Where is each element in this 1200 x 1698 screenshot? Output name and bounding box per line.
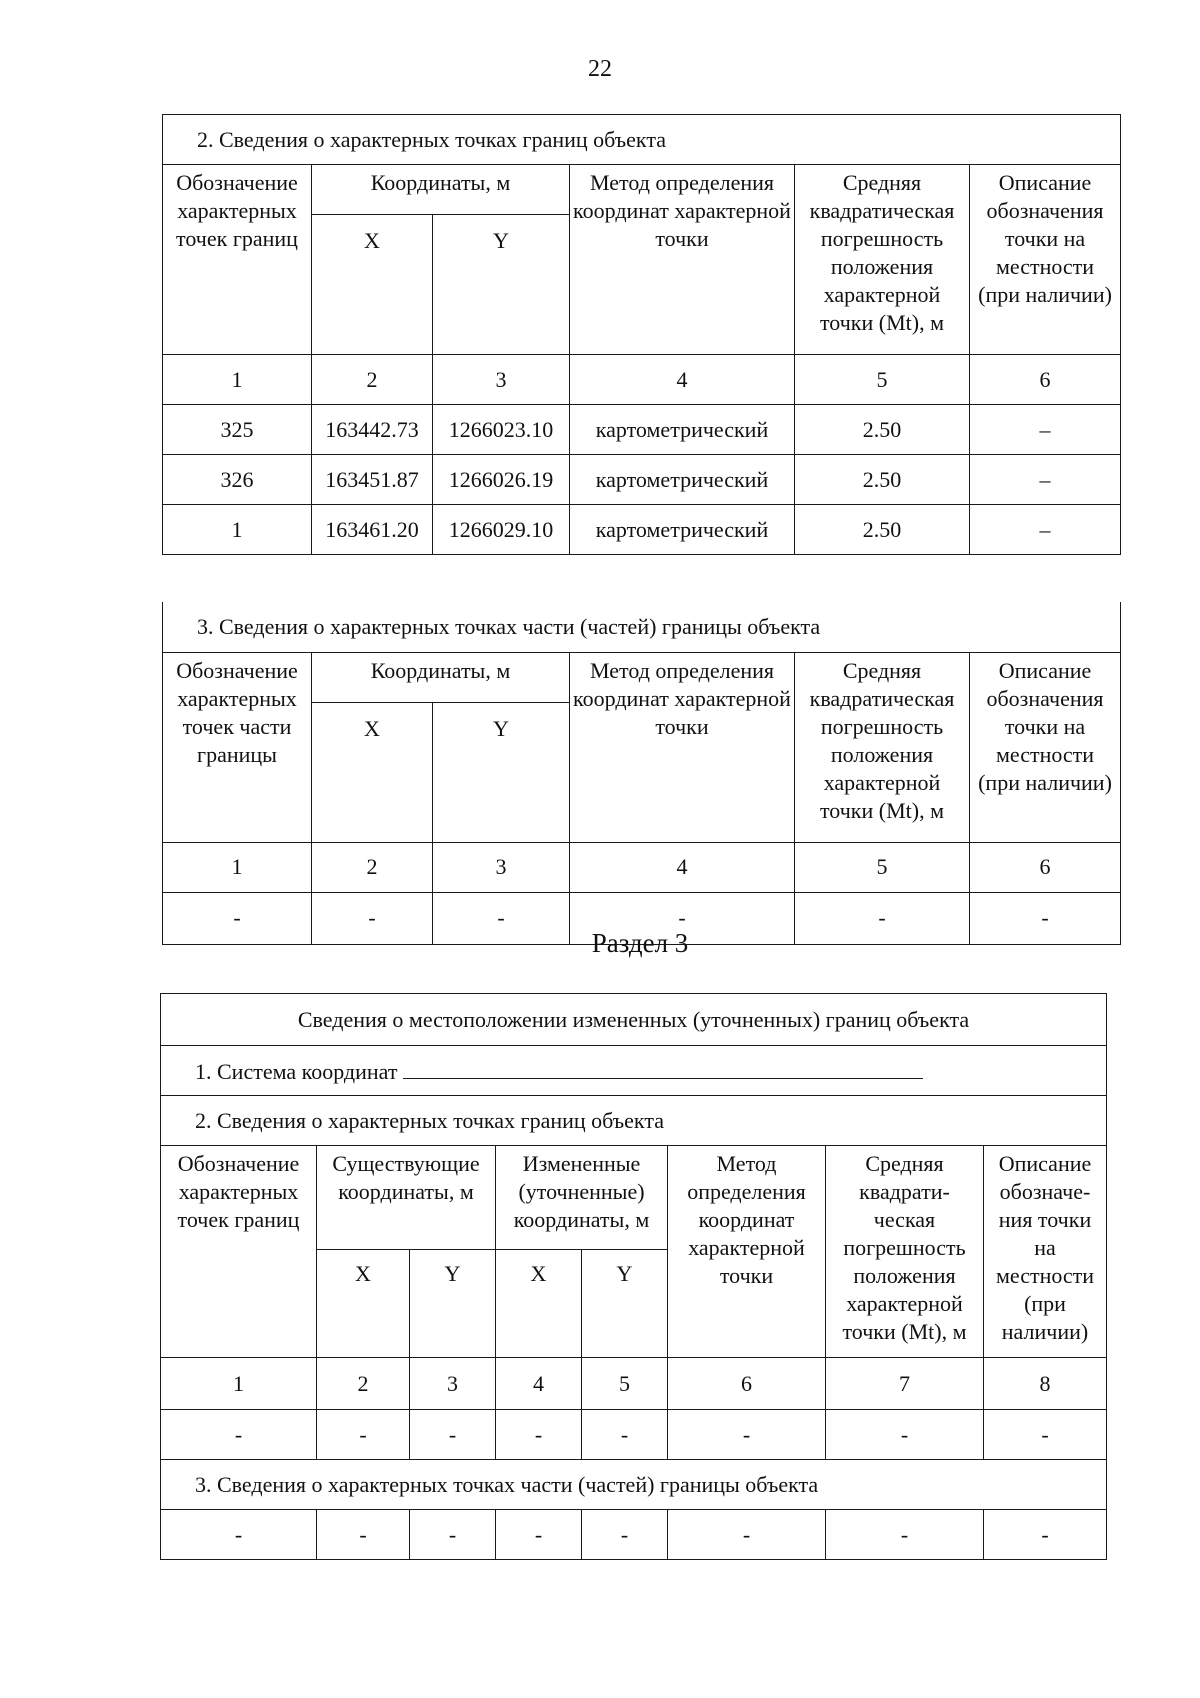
- table-row: [163, 405, 1121, 455]
- coord-y: 1266026.19: [433, 455, 570, 505]
- table-caption: 2. Сведения о характерных точках границ объекта: [163, 115, 1121, 165]
- table-row: [161, 1510, 1107, 1560]
- header-coordinates: Координаты, м: [312, 652, 570, 702]
- header-existing: Существующие координаты, м: [317, 1146, 496, 1250]
- column-number: 2: [317, 1358, 410, 1410]
- method: картометрический: [570, 505, 795, 555]
- column-number: 3: [433, 355, 570, 405]
- header-method: Метод определения координат характерной точки: [570, 165, 795, 355]
- column-number: 1: [161, 1358, 317, 1410]
- column-number: 5: [795, 355, 970, 405]
- page-number: 22: [588, 56, 612, 82]
- empty-cell: -: [668, 1510, 826, 1560]
- point-id: 325: [163, 405, 312, 455]
- empty-cell: -: [984, 1510, 1107, 1560]
- empty-cell: -: [317, 1410, 410, 1460]
- boundary-part-points-table: [162, 602, 1121, 945]
- description: –: [970, 455, 1121, 505]
- header-y: Y: [433, 215, 570, 355]
- method: картометрический: [570, 455, 795, 505]
- boundary-points-table: [162, 114, 1121, 555]
- empty-cell: -: [795, 892, 970, 944]
- empty-cell: -: [826, 1410, 984, 1460]
- column-number: 2: [312, 842, 433, 892]
- empty-cell: -: [161, 1510, 317, 1560]
- column-number: 5: [582, 1358, 668, 1410]
- section-title: Раздел 3: [591, 928, 689, 958]
- table-caption: 3. Сведения о характерных точках части (частей) границы объекта: [163, 602, 1121, 652]
- empty-cell: -: [970, 892, 1121, 944]
- header-method: Метод определения координат характерной точки: [570, 652, 795, 842]
- empty-cell: -: [410, 1410, 496, 1460]
- column-number: 1: [163, 842, 312, 892]
- empty-cell: -: [984, 1410, 1107, 1460]
- description: –: [970, 505, 1121, 555]
- error: 2.50: [795, 405, 970, 455]
- table-caption: 3. Сведения о характерных точках части (частей) границы объекта: [161, 1460, 1107, 1510]
- empty-cell: -: [317, 1510, 410, 1560]
- header-x: X: [312, 702, 433, 842]
- coord-x: 163442.73: [312, 405, 433, 455]
- column-number: 6: [970, 355, 1121, 405]
- column-number: 4: [570, 842, 795, 892]
- header-designation: Обозначение характерных точек границ: [163, 165, 312, 355]
- empty-cell: -: [826, 1510, 984, 1560]
- empty-cell: -: [163, 892, 312, 944]
- column-number: 6: [668, 1358, 826, 1410]
- header-method: Метод определения координат характерной точки: [668, 1146, 826, 1358]
- empty-cell: -: [582, 1510, 668, 1560]
- header-description: Описание обозначения точки на местности (при наличии): [970, 165, 1121, 355]
- empty-cell: -: [433, 892, 570, 944]
- column-number: 6: [970, 842, 1121, 892]
- header-y: Y: [410, 1250, 496, 1358]
- column-number: 8: [984, 1358, 1107, 1410]
- coord-system-label: 1. Система координат: [195, 1058, 398, 1084]
- table-row: [161, 1410, 1107, 1460]
- coord-x: 163461.20: [312, 505, 433, 555]
- header-changed: Измененные (уточненные) координаты, м: [496, 1146, 668, 1250]
- coord-x: 163451.87: [312, 455, 433, 505]
- coord-y: 1266029.10: [433, 505, 570, 555]
- header-x: X: [496, 1250, 582, 1358]
- method: картометрический: [570, 405, 795, 455]
- column-number: 5: [795, 842, 970, 892]
- point-id: 1: [163, 505, 312, 555]
- description: –: [970, 405, 1121, 455]
- coord-y: 1266023.10: [433, 405, 570, 455]
- header-error: Средняя квадратическая погрешность положения характерной точки (Mt), м: [795, 165, 970, 355]
- header-y: Y: [433, 702, 570, 842]
- empty-cell: -: [496, 1410, 582, 1460]
- header-designation: Обозначение характерных точек границ: [161, 1146, 317, 1358]
- header-y: Y: [582, 1250, 668, 1358]
- empty-cell: -: [312, 892, 433, 944]
- header-error: Средняя квадратическая погрешность положения характерной точки (Mt), м: [795, 652, 970, 842]
- header-x: X: [317, 1250, 410, 1358]
- empty-cell: -: [161, 1410, 317, 1460]
- header-coordinates: Координаты, м: [312, 165, 570, 215]
- table-caption: 2. Сведения о характерных точках границ объекта: [161, 1096, 1107, 1146]
- header-error: Средняя квадрати-ческая погрешность положения характерной точки (Mt), м: [826, 1146, 984, 1358]
- header-description: Описание обозначения точки на местности (при наличии): [970, 652, 1121, 842]
- error: 2.50: [795, 505, 970, 555]
- changed-boundaries-table: [160, 993, 1107, 1560]
- table-row: [163, 455, 1121, 505]
- header-description: Описание обозначе-ния точки на местности (при наличии): [984, 1146, 1107, 1358]
- column-number: 7: [826, 1358, 984, 1410]
- column-number: 3: [433, 842, 570, 892]
- column-number: 2: [312, 355, 433, 405]
- coord-system-blank: [403, 1056, 923, 1079]
- empty-cell: -: [570, 892, 795, 944]
- point-id: 326: [163, 455, 312, 505]
- header-x: X: [312, 215, 433, 355]
- error: 2.50: [795, 455, 970, 505]
- coord-system-row: [161, 1046, 1107, 1096]
- empty-cell: -: [582, 1410, 668, 1460]
- empty-cell: -: [668, 1410, 826, 1460]
- table-row: [163, 505, 1121, 555]
- header-designation: Обозначение характерных точек части границы: [163, 652, 312, 842]
- table-title: Сведения о местоположении измененных (уточненных) границ объекта: [161, 994, 1107, 1046]
- empty-cell: -: [410, 1510, 496, 1560]
- column-number: 4: [570, 355, 795, 405]
- column-number: 3: [410, 1358, 496, 1410]
- column-number: 1: [163, 355, 312, 405]
- column-number: 4: [496, 1358, 582, 1410]
- empty-cell: -: [496, 1510, 582, 1560]
